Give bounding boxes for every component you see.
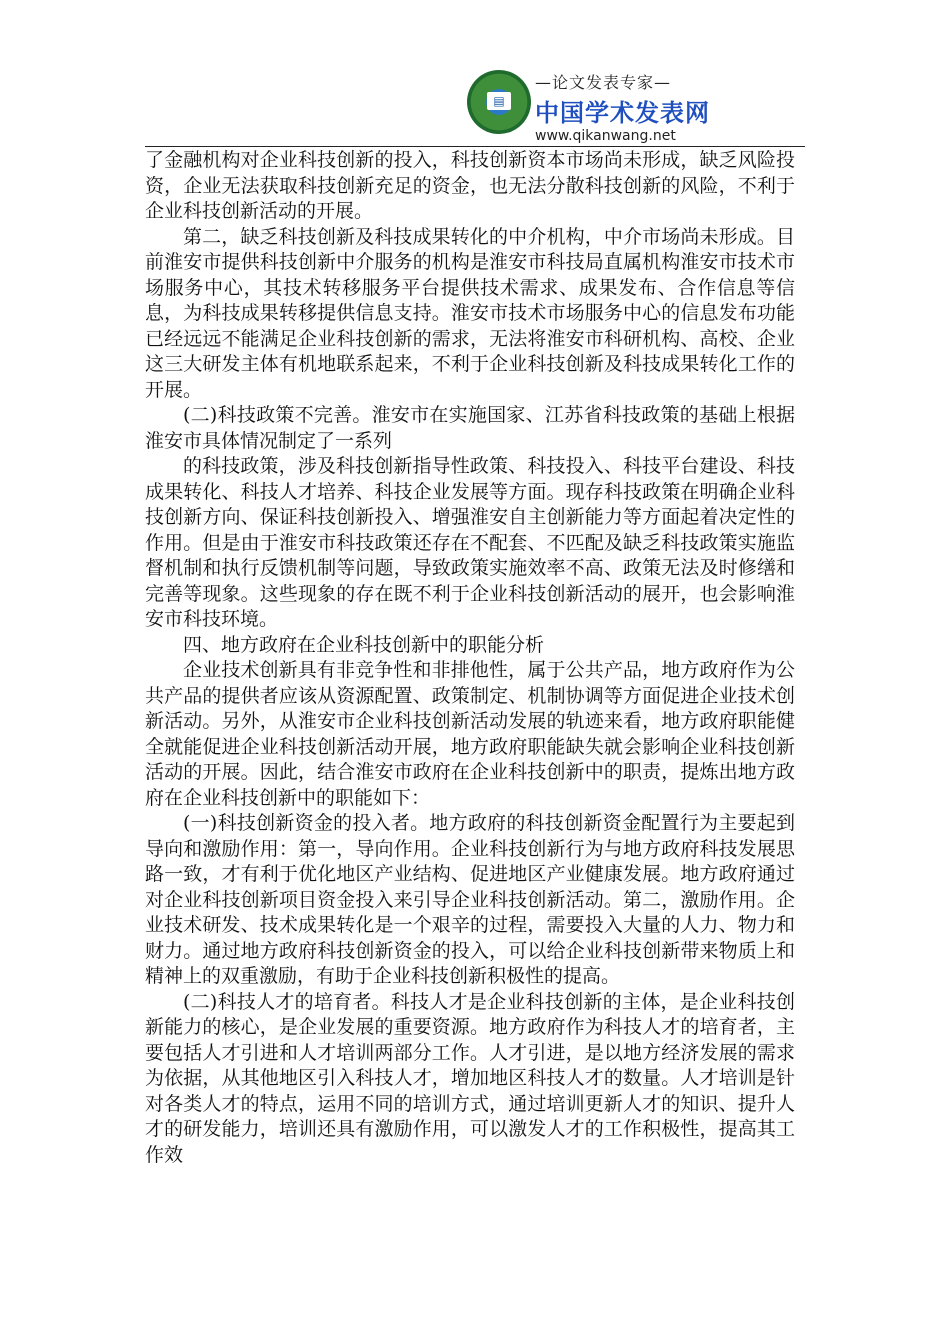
site-logo[interactable] xyxy=(467,68,710,144)
logo-url: www.qikanwang.net xyxy=(535,128,676,144)
paragraph: 了金融机构对企业科技创新的投入，科技创新资本市场尚未形成，缺乏风险投资，企业无法获取科技创新充足的资金，也无法分散科技创新的风险，不利于企业科技创新活动的开展。 xyxy=(145,149,795,222)
paragraph: 第二，缺乏科技创新及科技成果转化的中介机构，中介市场尚未形成。目前淮安市提供科技创新中介服务的机构是淮安市科技局直属机构淮安市技术市场服务中心，其技术转移服务平台提供技术需求、成果发布、合作信息等信息，为科技成果转移提供信息支持。淮安市技术市场服务中心的信息发布功能已经远远不能满足企业科技创新的需求，无法将淮安市科研机构、高校、企业这三大研发主体有机地联系起来，不利于企业科技创新及科技成果转化工作的开展。 xyxy=(145,225,795,401)
page-header xyxy=(145,68,805,148)
paragraph: (二)科技政策不完善。淮安市在实施国家、江苏省科技政策的基础上根据淮安市具体情况制定了一系列 xyxy=(145,404,795,452)
paragraph: 的科技政策，涉及科技创新指导性政策、科技投入、科技平台建设、科技成果转化、科技人才培养、科技企业发展等方面。现存科技政策在明确企业科技创新方向、保证科技创新投入、增强淮安自主创新能力等方面起着决定性的作用。但是由于淮安市科技政策还存在不配套、不匹配及缺乏科技政策实施监督机制和执行反馈机制等问题，导致政策实施效率不高、政策无法及时修缮和完善等现象。这些现象的存在既不利于企业科技创新活动的展开，也会影响淮安市科技环境。 xyxy=(145,455,795,630)
section-heading: 四、地方政府在企业科技创新中的职能分析 xyxy=(183,633,545,656)
paragraph: 企业技术创新具有非竞争性和非排他性，属于公共产品，地方政府作为公共产品的提供者应该从资源配置、政策制定、机制协调等方面促进企业技术创新活动。另外，从淮安市企业科技创新活动发展的轨迹来看，地方政府职能健全就能促进企业科技创新活动开展，地方政府职能缺失就会影响企业科技创新活动的开展。因此，结合淮安市政府在企业科技创新中的职责，提炼出地方政府在企业科技创新中的职能如下： xyxy=(145,659,795,809)
paragraph: (二)科技人才的培育者。科技人才是企业科技创新的主体，是企业科技创新能力的核心，是企业发展的重要资源。地方政府作为科技人才的培育者，主要包括人才引进和人才培训两部分工作。人才引进，是以地方经济发展的需求为依据，从其他地区引入科技人才，增加地区科技人才的数量。人才培训是针对各类人才的特点，运用不同的培训方式，通过培训更新人才的知识、提升人才的研发能力，培训还具有激励作用，可以激发人才的工作积极性，提高其工作效 xyxy=(145,990,795,1166)
logo-brand: 中国学术发表网 xyxy=(535,99,710,127)
book-emblem-icon: ▤ xyxy=(467,70,531,134)
logo-slogan: —论文发表专家— xyxy=(535,73,672,92)
document-body xyxy=(145,148,795,1168)
paragraph: (一)科技创新资金的投入者。地方政府的科技创新资金配置行为主要起到导向和激励作用：第一，导向作用。企业科技创新行为与地方政府科技发展思路一致，才有利于优化地区产业结构、促进地区产业健康发展。地方政府通过对企业科技创新项目资金投入来引导企业科技创新活动。第二，激励作用。企业技术研发、技术成果转化是一个艰辛的过程，需要投入大量的人力、物力和财力。通过地方政府科技创新资金的投入，可以给企业科技创新带来物质上和精神上的双重激励，有助于企业科技创新积极性的提高。 xyxy=(145,812,795,987)
header-rule xyxy=(145,146,805,147)
